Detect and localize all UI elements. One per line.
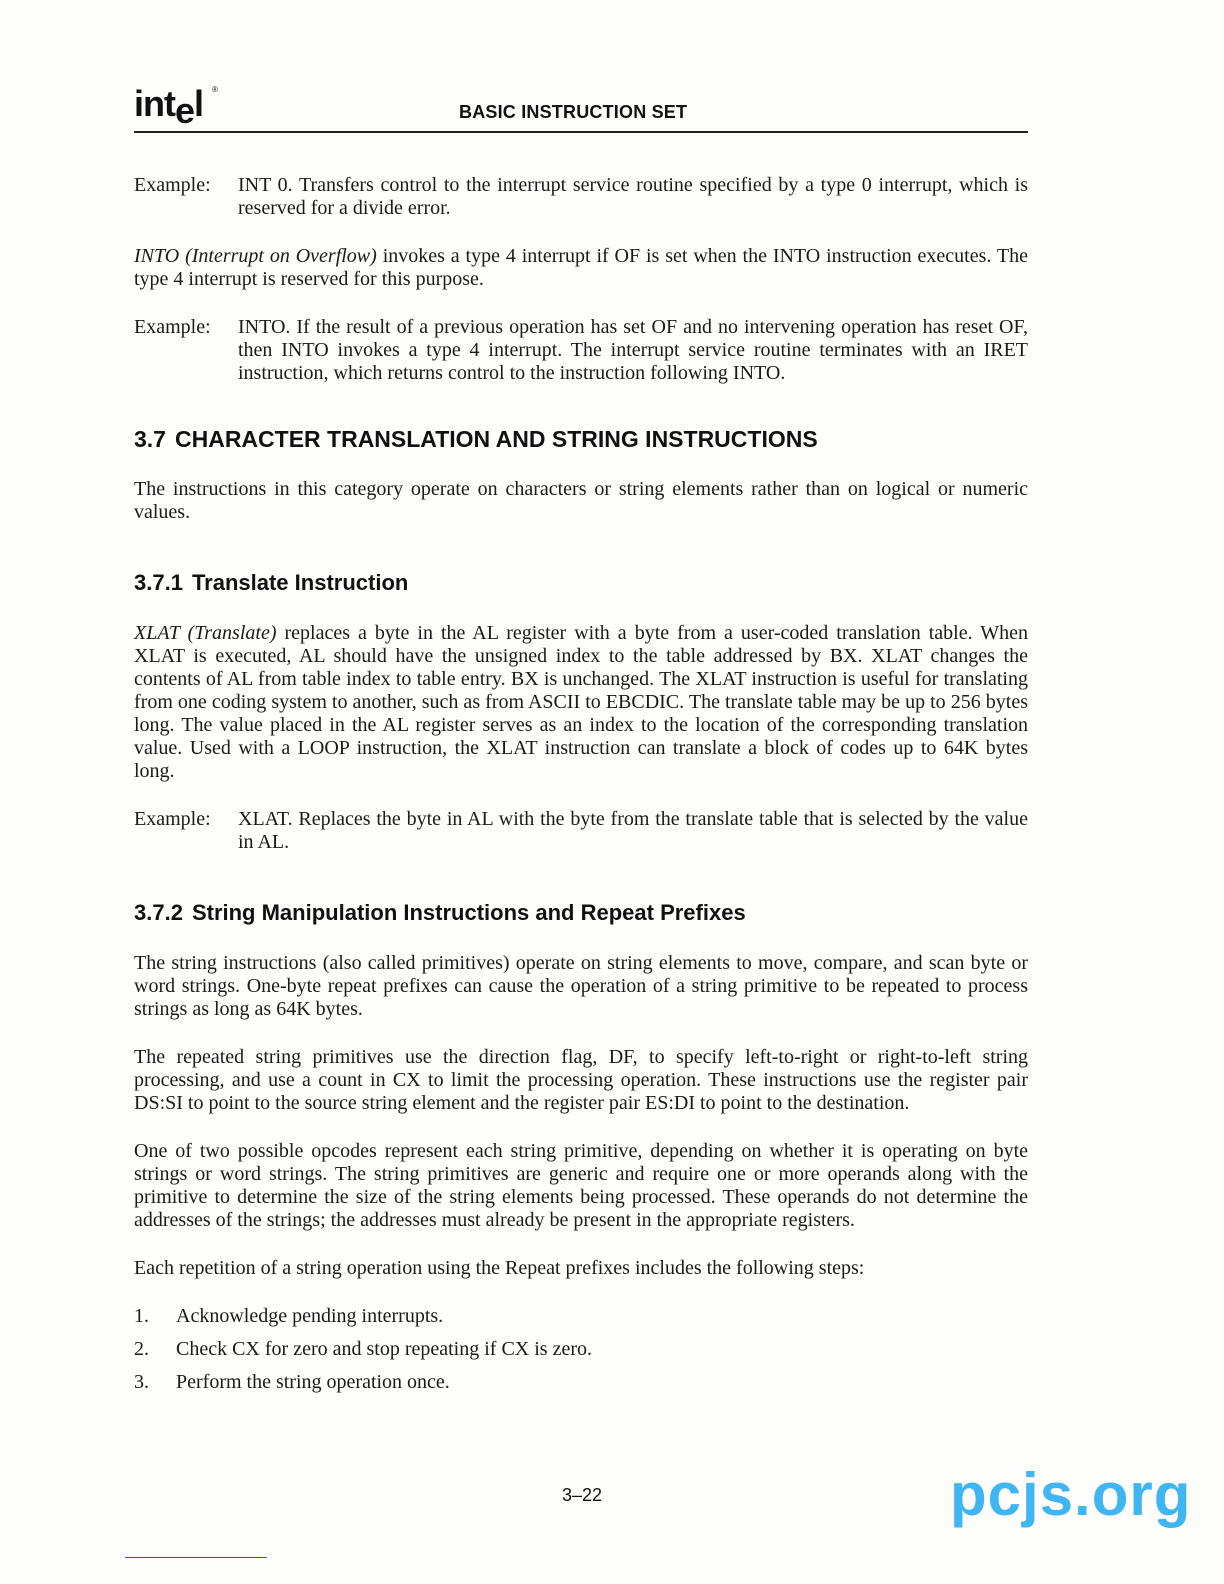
section-3-7-2-heading xyxy=(134,899,1028,927)
list-item-number: 2. xyxy=(134,1338,149,1360)
section-number: 3.7.1 xyxy=(134,570,183,595)
registered-mark: ® xyxy=(212,85,217,94)
repeat-steps-list xyxy=(134,1305,1028,1394)
example-label: Example: xyxy=(134,316,211,338)
section-number: 3.7 xyxy=(134,426,166,452)
into-text: invokes a type 4 interrupt if OF is set when the INTO instruction executes. The type 4 interrupt is reserved for this purpose. xyxy=(134,245,1028,290)
example-text: XLAT. Replaces the byte in AL with the byte from the translate table that is selected by the value in AL. xyxy=(238,808,1028,853)
example-label: Example: xyxy=(134,808,211,830)
header-rule xyxy=(134,131,1028,133)
footer-link-underline[interactable] xyxy=(125,1557,267,1558)
page-content xyxy=(134,174,1028,1404)
section-3-7-heading xyxy=(134,425,1028,453)
page-number: 3–22 xyxy=(561,1485,603,1505)
list-item xyxy=(134,1371,1028,1394)
section-number: 3.7.2 xyxy=(134,900,183,925)
string-paragraph-2: The repeated string primitives use the direction flag, DF, to specify left-to-right or right-to-left string processing, and use a count in CX to limit the processing operation. These instructions use the register pair DS:SI to point to the source string element and the register pair ES:DI to point to the destination. xyxy=(134,1046,1028,1114)
xlat-paragraph xyxy=(134,622,1028,783)
example-into xyxy=(134,316,1028,385)
section-title: CHARACTER TRANSLATION AND STRING INSTRUCTIONS xyxy=(174,426,818,452)
example-xlat xyxy=(134,808,1028,854)
section-title: String Manipulation Instructions and Repeat Prefixes xyxy=(191,900,746,925)
xlat-term: XLAT (Translate) xyxy=(134,622,277,644)
into-term: INTO (Interrupt on Overflow) xyxy=(134,245,377,267)
intel-logo-text: intel xyxy=(134,83,204,131)
string-paragraph-3: One of two possible opcodes represent each string primitive, depending on whether it is operating on byte strings or word strings. The string primitives are generic and require one or more operands along with the primitive to determine the size of the string elements being processed. These operands do not determine the addresses of the strings; the addresses must already be present in the appropriate registers. xyxy=(134,1140,1028,1231)
running-head: BASIC INSTRUCTION SET xyxy=(459,102,688,122)
example-int0 xyxy=(134,174,1028,220)
intel-logo xyxy=(134,83,218,131)
example-text: INTO. If the result of a previous operation has set OF and no intervening operation has reset OF, then INTO invokes a type 4 interrupt. The interrupt service routine terminates with an IRET instruction, which returns control to the instruction following INTO. xyxy=(238,316,1028,384)
section-3-7-intro: The instructions in this category operate on characters or string elements rather than on logical or numeric values. xyxy=(134,478,1028,523)
list-item-text: Check CX for zero and stop repeating if CX is zero. xyxy=(176,1338,592,1360)
string-paragraph-1: The string instructions (also called primitives) operate on string elements to move, compare, and scan byte or word strings. One-byte repeat prefixes can cause the operation of a string primitive to be repeated to process strings as long as 64K bytes. xyxy=(134,952,1028,1020)
list-item xyxy=(134,1305,1028,1328)
list-item-text: Acknowledge pending interrupts. xyxy=(176,1305,444,1327)
list-item-text: Perform the string operation once. xyxy=(176,1371,450,1393)
pcjs-watermark: pcjs.org xyxy=(950,1461,1192,1528)
example-label: Example: xyxy=(134,174,211,196)
xlat-text: replaces a byte in the AL register with a byte from a user-coded translation table. When XLAT is executed, AL should have the unsigned index to the table addressed by BX. XLAT changes the contents of AL from table index to table entry. BX is unchanged. The XLAT instruction is useful for translating from one coding system to another, such as from ASCII to EBCDIC. The translate table may be up to 256 bytes long. The value placed in the AL register serves as an index to the location of the corresponding translation value. Used with a LOOP instruction, the XLAT instruction can translate a block of codes up to 64K bytes long. xyxy=(134,622,1028,782)
list-item-number: 1. xyxy=(134,1305,149,1327)
list-item-number: 3. xyxy=(134,1371,149,1393)
section-title: Translate Instruction xyxy=(191,570,409,595)
into-paragraph xyxy=(134,245,1028,291)
string-paragraph-4: Each repetition of a string operation using the Repeat prefixes includes the following steps: xyxy=(134,1257,865,1279)
example-text: INT 0. Transfers control to the interrupt service routine specified by a type 0 interrupt, which is reserved for a divide error. xyxy=(238,174,1028,219)
section-3-7-1-heading xyxy=(134,569,1028,597)
list-item xyxy=(134,1338,1028,1361)
